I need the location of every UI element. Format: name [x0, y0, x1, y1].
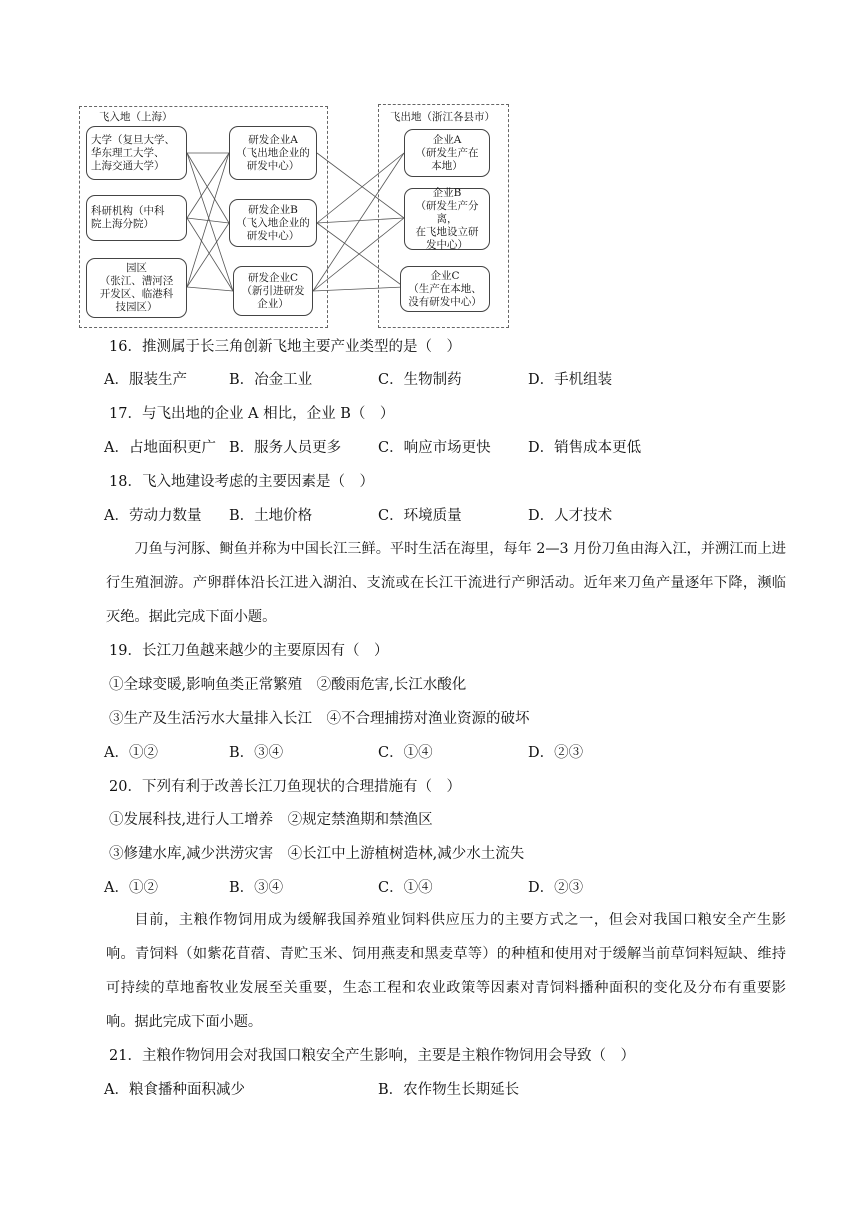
question-17-stem: 17．与飞出地的企业 A 相比，企业 B（ ）	[109, 406, 395, 422]
q18-option-c[interactable]: C．环境质量	[378, 508, 462, 524]
question-21-options	[0, 1080, 860, 1100]
q20-statements-3-4: ③修建水库,减少洪涝灾害 ④长江中上游植树造林,减少水土流失	[109, 846, 525, 862]
q19-statements-1-2: ①全球变暖,影响鱼类正常繁殖 ②酸雨危害,长江水酸化	[109, 677, 467, 693]
q20-option-a[interactable]: A．①②	[104, 880, 158, 896]
q21-option-b[interactable]: B．农作物生长期延长	[378, 1082, 520, 1098]
research-institute-node: 科研机构（中科 院上海分院）	[86, 195, 187, 241]
question-18-options	[0, 506, 860, 526]
enterprise-c-node: 企业C （生产在本地、 没有研发中心）	[400, 266, 490, 312]
enterprise-b-node: 企业B （研发生产分离， 在飞地设立研 发中心）	[404, 188, 490, 250]
question-21-stem: 21．主粮作物饲用会对我国口粮安全产生影响，主要是主粮作物饲用会导致（ ）	[109, 1048, 635, 1064]
passage-knifefish: 刀鱼与河豚、鲥鱼并称为中国长江三鲜。平时生活在海里，每年 2—3 月份刀鱼由海入江，并溯江而上进行生殖洄游。产卵群体沿长江进入湖泊、支流或在长江干流进行产卵活动。近年来刀鱼产量逐年下降，濒临灭绝。据此完成下面小题。	[106, 541, 786, 625]
q16-option-d[interactable]: D．手机组装	[528, 372, 613, 388]
question-17-options	[0, 438, 860, 458]
q19-statements-3-4: ③生产及生活污水大量排入长江 ④不合理捕捞对渔业资源的破坏	[109, 711, 530, 727]
q17-option-a[interactable]: A．占地面积更广	[104, 440, 216, 456]
q18-option-a[interactable]: A．劳动力数量	[104, 508, 202, 524]
industry-flow-diagram	[0, 0, 860, 340]
enterprise-a-node: 企业A （研发生产在 本地）	[404, 129, 490, 177]
q16-option-b[interactable]: B．冶金工业	[229, 372, 313, 388]
question-20-stem: 20．下列有利于改善长江刀鱼现状的合理措施有（ ）	[109, 779, 461, 795]
q19-option-d[interactable]: D．②③	[528, 745, 584, 761]
q16-option-a[interactable]: A．服装生产	[104, 372, 187, 388]
fly-out-region-label: 飞出地（浙江各县市）	[390, 111, 495, 123]
question-20-options	[0, 878, 860, 898]
q19-option-a[interactable]: A．①②	[104, 745, 158, 761]
passage-green-fodder: 目前，主粮作物饲用成为缓解我国养殖业饲料供应压力的主要方式之一，但会对我国口粮安全产生影响。青饲料（如紫花苜蓿、青贮玉米、饲用燕麦和黑麦草等）的种植和使用对于缓解当前草饲料短缺、维持可持续的草地畜牧业发展至关重要，生态工程和农业政策等因素对青饲料播种面积的变化及分布有重要影响。据此完成下面小题。	[106, 912, 786, 1030]
q20-option-b[interactable]: B．③④	[229, 880, 284, 896]
q18-option-d[interactable]: D．人才技术	[528, 508, 613, 524]
q19-option-c[interactable]: C．①④	[378, 745, 433, 761]
q21-option-a[interactable]: A．粮食播种面积减少	[104, 1082, 245, 1098]
question-18-stem: 18．飞入地建设考虑的主要因素是（ ）	[109, 474, 374, 490]
industrial-park-node: 园区 （张江、漕河泾 开发区、临港科 技园区）	[86, 258, 187, 318]
question-19-stem: 19．长江刀鱼越来越少的主要原因有（ ）	[109, 643, 389, 659]
fly-in-region-label: 飞入地（上海）	[99, 111, 173, 123]
rd-enterprise-a-node: 研发企业A （飞出地企业的 研发中心）	[229, 126, 317, 180]
rd-enterprise-b-node: 研发企业B （飞入地企业的 研发中心）	[229, 199, 317, 247]
q20-option-d[interactable]: D．②③	[528, 880, 584, 896]
q16-option-c[interactable]: C．生物制药	[378, 372, 462, 388]
question-16-options	[0, 370, 860, 390]
q19-option-b[interactable]: B．③④	[229, 745, 284, 761]
q18-option-b[interactable]: B．土地价格	[229, 508, 313, 524]
rd-enterprise-c-node: 研发企业C （新引进研发 企业）	[233, 266, 313, 316]
question-19-options	[0, 743, 860, 763]
q20-option-c[interactable]: C．①④	[378, 880, 433, 896]
question-16-stem: 16．推测属于长三角创新飞地主要产业类型的是（ ）	[109, 339, 461, 355]
q17-option-b[interactable]: B．服务人员更多	[229, 440, 342, 456]
q17-option-d[interactable]: D．销售成本更低	[528, 440, 642, 456]
q17-option-c[interactable]: C．响应市场更快	[378, 440, 491, 456]
q20-statements-1-2: ①发展科技,进行人工增养 ②规定禁渔期和禁渔区	[109, 812, 433, 828]
university-node: 大学（复旦大学、 华东理工大学、 上海交通大学）	[86, 126, 187, 180]
